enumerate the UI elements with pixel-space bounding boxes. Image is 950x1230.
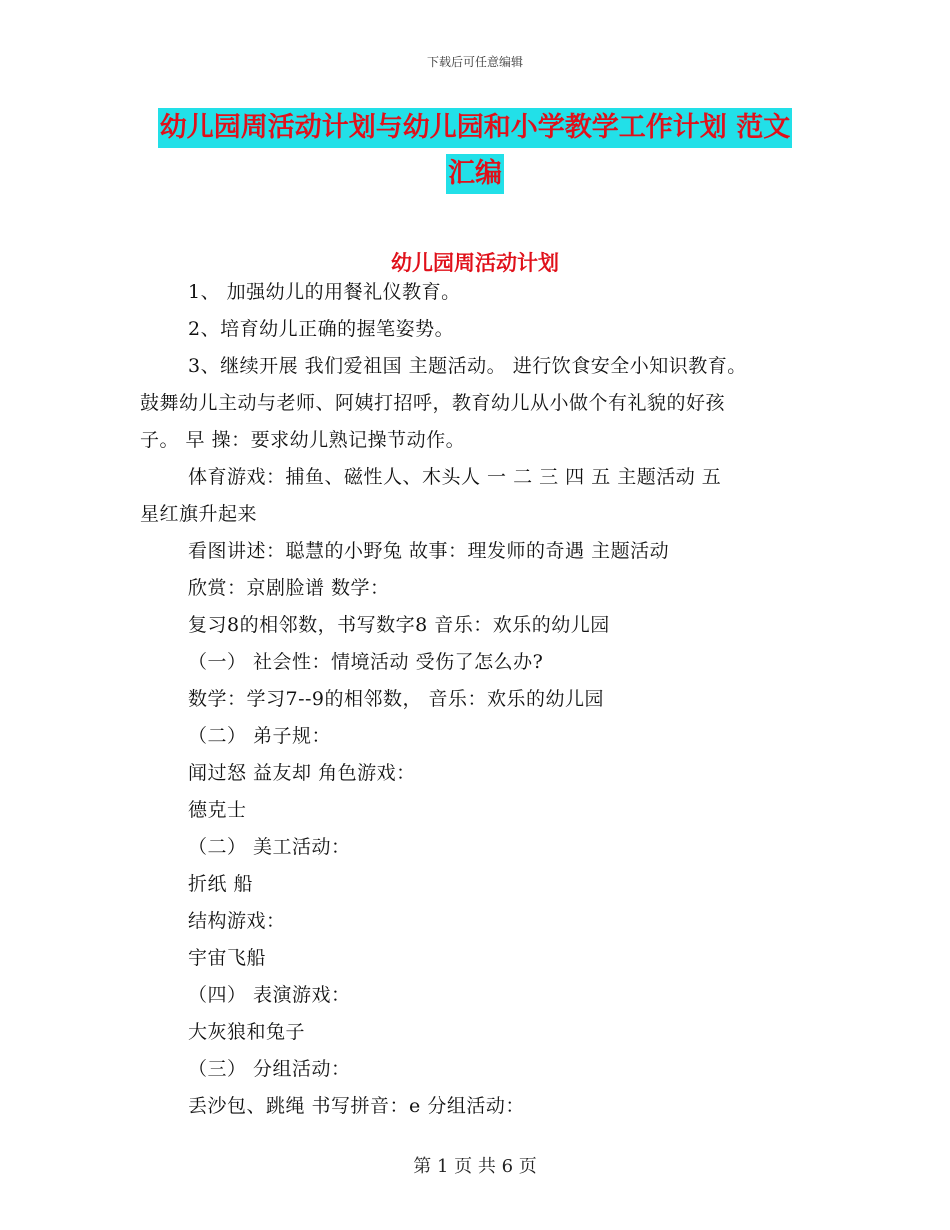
paragraph-8: （一） 社会性：情境活动 受伤了怎么办?: [188, 651, 544, 673]
paragraph-3-cont-2: 子。 早 操：要求幼儿熟记操节动作。: [140, 429, 466, 451]
paragraph-14: 折纸 船: [188, 873, 254, 895]
paragraph-7: 复习8的相邻数，书写数字8 音乐：欢乐的幼儿园: [188, 614, 610, 636]
paragraph-19: （三） 分组活动：: [188, 1058, 351, 1080]
paragraph-11: 闻过怒 益友却 角色游戏：: [188, 762, 416, 784]
body-text: [140, 274, 810, 1125]
paragraph-2: 2、培育幼儿正确的握笔姿势。: [188, 318, 455, 340]
paragraph-4-cont: 星红旗升起来: [140, 503, 258, 525]
paragraph-3-cont-1: 鼓舞幼儿主动与老师、阿姨打招呼，教育幼儿从小做个有礼貌的好孩: [140, 392, 726, 414]
paragraph-20: 丢沙包、跳绳 书写拼音：e 分组活动：: [188, 1095, 525, 1117]
paragraph-5: 看图讲述：聪慧的小野兔 故事：理发师的奇遇 主题活动: [188, 540, 670, 562]
paragraph-10: （二） 弟子规：: [188, 725, 332, 747]
paragraph-6: 欣赏：京剧脸谱 数学：: [188, 577, 390, 599]
paragraph-13: （二） 美工活动：: [188, 836, 351, 858]
paragraph-16: 宇宙飞船: [188, 947, 267, 969]
header-note: 下载后可任意编辑: [426, 55, 523, 69]
section-heading: 幼儿园周活动计划: [391, 251, 559, 275]
paragraph-18: 大灰狼和兔子: [188, 1021, 306, 1043]
paragraph-15: 结构游戏：: [188, 910, 286, 932]
paragraph-12: 德克士: [188, 799, 247, 821]
paragraph-1: 1、 加强幼儿的用餐礼仪教育。: [188, 281, 461, 303]
title-line-2: 汇编: [446, 154, 504, 194]
document-title: [140, 108, 810, 194]
paragraph-4: 体育游戏：捕鱼、磁性人、木头人 一 二 三 四 五 主题活动 五: [188, 466, 722, 488]
paragraph-9: 数学：学习7--9的相邻数， 音乐：欢乐的幼儿园: [188, 688, 605, 710]
paragraph-3: 3、继续开展 我们爱祖国 主题活动。 进行饮食安全小知识教育。: [188, 355, 747, 377]
paragraph-17: （四） 表演游戏：: [188, 984, 351, 1006]
title-line-1: 幼儿园周活动计划与幼儿园和小学教学工作计划 范文: [158, 108, 792, 148]
page-footer: 第 1 页 共 6 页: [413, 1156, 537, 1177]
